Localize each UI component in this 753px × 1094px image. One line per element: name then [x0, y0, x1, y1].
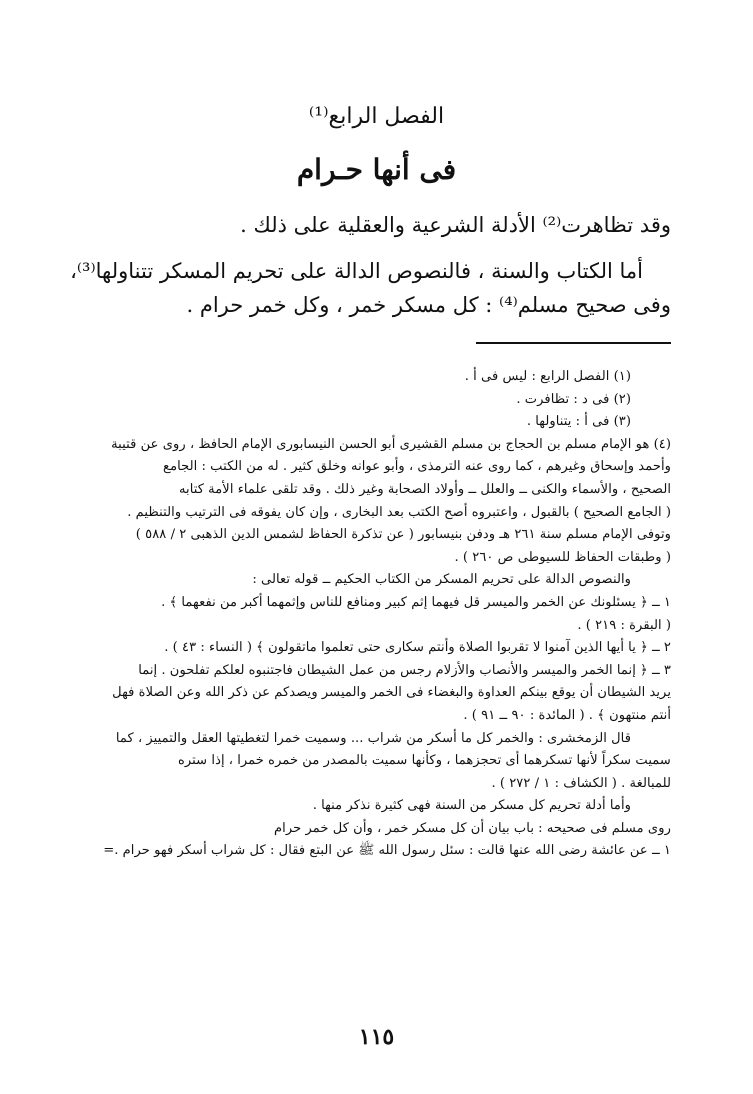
body-paragraph-1: وقد تظاهرت⁽²⁾ الأدلة الشرعية والعقلية على ذلك .: [240, 213, 671, 237]
chapter-subtitle: فى أنها حـرام: [296, 153, 457, 186]
page-number: ١١٥: [358, 1024, 395, 1050]
footnote-text-line: ١ ــ عن عائشة رضى الله عنها قالت : سئل رسول الله ﷺ عن البتع فقال : كل شراب أسكر فهو حرام .=: [103, 843, 671, 859]
footnote-text-line: ٢ ــ ﴿ يا أيها الذين آمنوا لا تقربوا الصلاة وأنتم سكارى حتى تعلموا ماتقولون ﴾ ( النساء : ٤٣ ) .: [164, 640, 671, 656]
body-paragraph-2-line-1: أما الكتاب والسنة ، فالنصوص الدالة على تحريم المسكر تتناولها⁽³⁾،: [70, 259, 643, 283]
chapter-title: الفصل الرابع⁽¹⁾: [308, 104, 445, 129]
footnote-text-line: ١ ــ ﴿ يسئلونك عن الخمر والميسر قل فيهما إثم كبير ومنافع للناس وإثمهما أكبر من نفعهما ﴾ .: [161, 594, 671, 610]
footnote-4-line: وتوفى الإمام مسلم سنة ٢٦١ هـ ودفن بنيسابور ( عن تذكرة الحفاظ لشمس الدين الذهبى ٢ / ٥٨٨ ): [135, 527, 671, 543]
footnote-text-line: والنصوص الدالة على تحريم المسكر من الكتاب الحكيم ــ قوله تعالى :: [252, 572, 631, 588]
body-paragraph-2-line-2: وفى صحيح مسلم⁽⁴⁾ : كل مسكر خمر ، وكل خمر حرام .: [186, 293, 671, 317]
footnote-text-line: روى مسلم فى صحيحه : باب بيان أن كل مسكر خمر ، وأن كل خمر حرام: [274, 820, 671, 836]
footnote-text-line: ٣ ــ ﴿ إنما الخمر والميسر والأنصاب والأزلام رجس من عمل الشيطان فاجتنبوه لعلكم تفلحون . إنما: [138, 662, 671, 678]
footnote-4-line: ( وطبقات الحفاظ للسيوطى ص ٢٦٠ ) .: [454, 549, 671, 565]
footnote-4-line: (٤) هو الإمام مسلم بن الحجاج بن مسلم القشيرى أبو الحسن النيسابورى الإمام الحافظ ، روى عن قتيبة: [111, 436, 671, 452]
footnote-4-line: وأحمد وإسحاق وغيرهم ، كما روى عنه الترمذى ، وأبو عوانه وخلق كثير . له من الكتب : الجامع: [163, 459, 671, 475]
footnote-4-line: ( الجامع الصحيح ) بالقبول ، واعتبروه أصح الكتب بعد البخارى ، وإن كان يفوقه فى الترتيب والتنظيم .: [127, 504, 671, 520]
footnote-text-line: قال الزمخشرى : والخمر كل ما أسكر من شراب ... وسميت خمرا لتغطيتها العقل والتمييز ، كما: [115, 730, 631, 746]
footnotes-section: [70, 366, 671, 863]
footnote-2: (٢) فى د : تظافرت .: [516, 391, 631, 407]
footnote-text-line: للمبالغة . ( الكشاف : ١ / ٢٧٢ ) .: [491, 775, 671, 791]
footnote-1: (١) الفصل الرابع : ليس فى أ .: [464, 369, 631, 384]
footnote-text-line: يريد الشيطان أن يوقع بينكم العداوة والبغضاء فى الخمر والميسر ويصدكم عن ذكر الله وعن الصلاة فهل: [112, 685, 671, 701]
footnote-text-line: أنتم منتهون ﴾ . ( المائدة : ٩٠ ــ ٩١ ) .: [463, 707, 671, 723]
footnote-3: (٣) فى أ : يتناولها .: [526, 414, 631, 430]
footnote-text-line: سميت سكراً لأنها تسكرهما أى تحجزهما ، وكأنها سميت بالمصدر من خمره خمرا ، إذا ستره: [178, 753, 671, 769]
footnote-text-line: ( البقرة : ٢١٩ ) .: [577, 617, 671, 633]
footnote-text-line: وأما أدلة تحريم كل مسكر من السنة فهى كثيرة نذكر منها .: [312, 798, 631, 814]
footnote-4-line: الصحيح ، والأسماء والكنى ــ والعلل ــ وأولاد الصحابة وغير ذلك . وقد تلقى علماء الأمة كتابه: [178, 481, 671, 497]
footnote-divider: [476, 342, 671, 344]
